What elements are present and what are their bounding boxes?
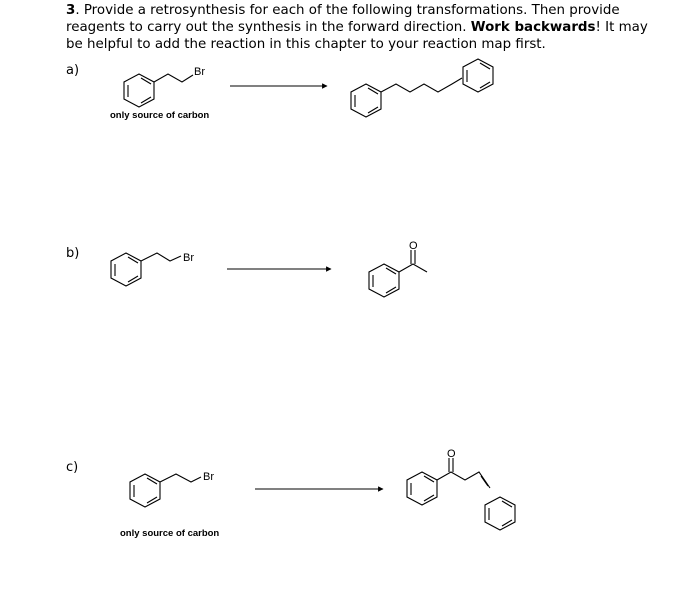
part-b-product-structure — [369, 240, 427, 297]
part-c-reactant-structure — [130, 471, 214, 507]
part-c-product-chain — [437, 472, 490, 488]
part-c-reactant-atom: Br — [203, 471, 214, 483]
part-c-product-structure — [407, 448, 515, 530]
part-b-label: b) — [66, 246, 80, 261]
part-a-reactant-structure — [124, 66, 205, 107]
part-a-product-chain — [381, 78, 462, 92]
part-b-reactant-chain — [141, 253, 181, 261]
question-number: 3 — [66, 3, 76, 18]
part-a-reactant-chain — [154, 74, 193, 82]
part-b-product-chain — [399, 264, 427, 272]
part-c-product-oxygen: O — [447, 448, 456, 460]
part-c-reactant-chain — [160, 474, 201, 482]
question-text-part-2: ! It may be helpful to add the reaction in this chapter to your reaction map first. — [66, 20, 648, 52]
part-a-product-structure — [351, 59, 493, 117]
question-text-part-1: . Provide a retrosynthesis for each of the following transformations. Then provide reagents to carry out the synthesis in the forward direction. — [66, 3, 620, 35]
part-a-reactant-atom: Br — [194, 66, 205, 78]
part-c-note: only source of carbon — [120, 528, 220, 539]
part-b-reactant-atom: Br — [183, 252, 194, 264]
part-a-note: only source of carbon — [110, 110, 210, 121]
question-emphasis: Work backwards — [470, 20, 596, 35]
part-b-reactant-structure — [111, 252, 194, 286]
part-b-product-oxygen: O — [409, 240, 418, 252]
part-a-label: a) — [66, 63, 80, 78]
part-c-label: c) — [66, 460, 79, 475]
